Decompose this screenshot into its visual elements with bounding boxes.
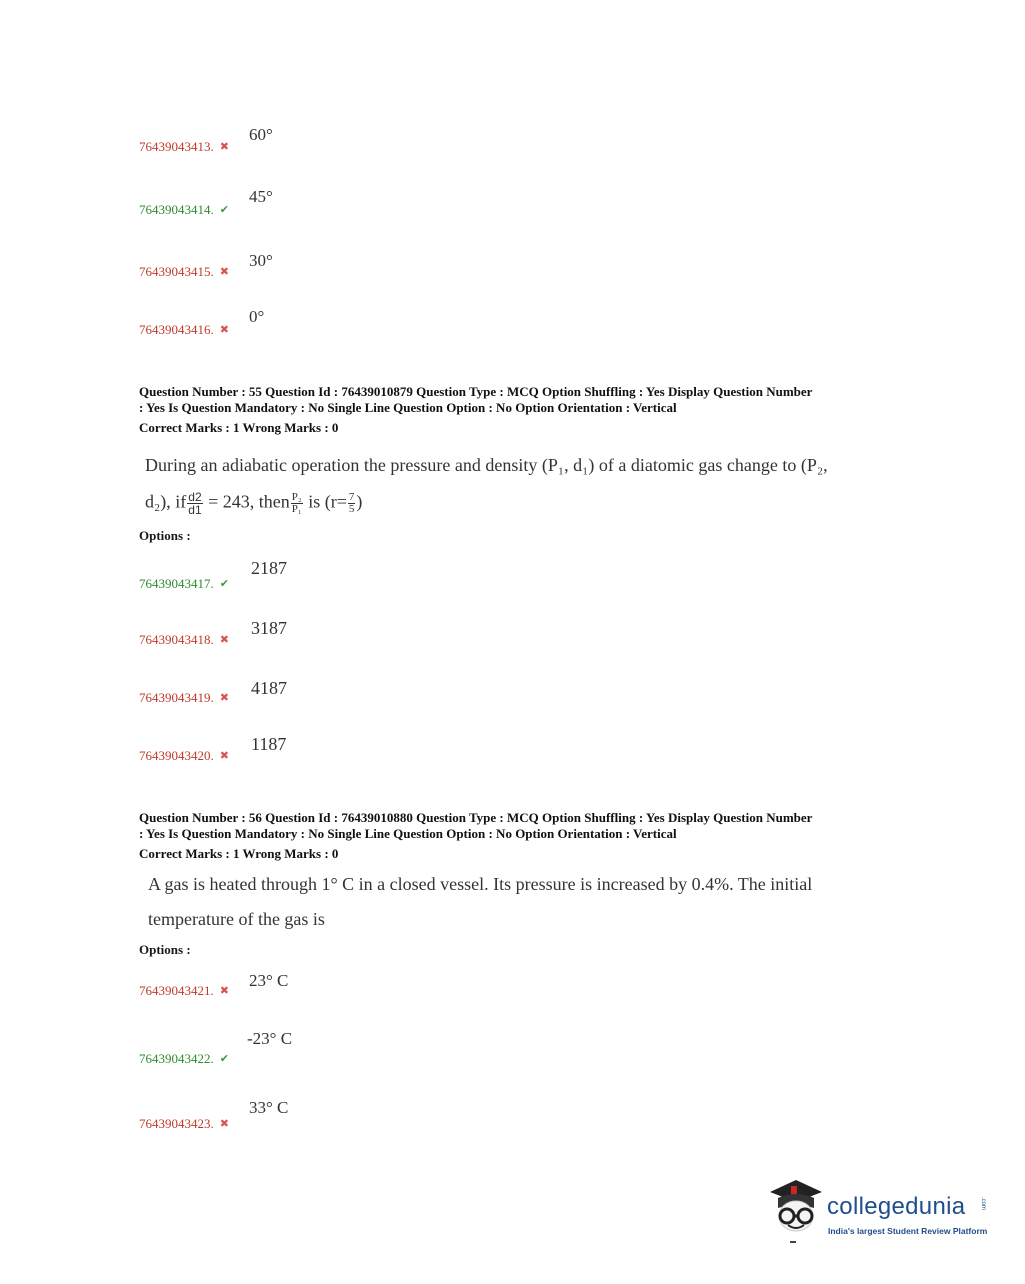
option-value: 45° bbox=[249, 187, 273, 206]
option-value: 30° bbox=[249, 251, 273, 270]
question-meta: Question Number : 56 Question Id : 76439010880 Question Type : MCQ Option Shuffling : Yes Display Question Number : Yes Is Question Mandatory : No Single Line Question Option : No Option Orientation : Vertical bbox=[139, 810, 813, 841]
options-label: Options : bbox=[139, 942, 191, 957]
option-id: 76439043414. ✔ bbox=[139, 202, 229, 217]
option-id: 76439043420. ✖ bbox=[139, 748, 229, 763]
question-marks: Correct Marks : 1 Wrong Marks : 0 bbox=[139, 846, 339, 861]
correct-check-icon: ✔ bbox=[219, 1053, 229, 1065]
question-marks: Correct Marks : 1 Wrong Marks : 0 bbox=[139, 420, 339, 435]
option-value: 3187 bbox=[251, 618, 287, 638]
question-text-line-1: A gas is heated through 1° C in a closed vessel. Its pressure is increased by 0.4%. The initial bbox=[148, 874, 813, 894]
correct-check-icon: ✔ bbox=[219, 578, 229, 590]
option-id: 76439043415. ✖ bbox=[139, 264, 229, 279]
wrong-mark-icon: ✖ bbox=[219, 692, 229, 704]
option-id: 76439043423. ✖ bbox=[139, 1116, 229, 1131]
wrong-mark-icon: ✖ bbox=[219, 985, 229, 997]
logo-domain-suffix: .com bbox=[980, 1197, 986, 1211]
option-value: 60° bbox=[249, 125, 273, 144]
options-label: Options : bbox=[139, 528, 191, 543]
fraction-d2-d1: $\frac{d2}{d1}$ bbox=[188, 490, 202, 517]
option-value: 1187 bbox=[251, 734, 287, 754]
option-id: 76439043416. ✖ bbox=[139, 322, 229, 337]
wrong-mark-icon: ✖ bbox=[219, 1118, 229, 1130]
option-id: 76439043419. ✖ bbox=[139, 690, 229, 705]
option-value: -23° C bbox=[247, 1029, 293, 1048]
option-value: 2187 bbox=[251, 558, 287, 578]
option-id: 76439043418. ✖ bbox=[139, 632, 229, 647]
option-value: 23° C bbox=[249, 971, 289, 990]
collegedunia-logo bbox=[766, 1176, 996, 1246]
option-value: 33° C bbox=[249, 1098, 289, 1117]
wrong-mark-icon: ✖ bbox=[219, 141, 229, 153]
question-text-line-1: During an adiabatic operation the pressure and density (P₁, d₁) of a diatomic gas change to (P₂, bbox=[145, 455, 828, 475]
option-id: 76439043421. ✖ bbox=[139, 983, 229, 998]
wrong-mark-icon: ✖ bbox=[219, 750, 229, 762]
option-value: 0° bbox=[249, 307, 265, 326]
wrong-mark-icon: ✖ bbox=[219, 324, 229, 336]
question-meta: Question Number : 55 Question Id : 76439010879 Question Type : MCQ Option Shuffling : Yes Display Question Number : Yes Is Question Mandatory : No Single Line Question Option : No Option Orientation : Vertical bbox=[139, 384, 813, 415]
option-id: 76439043422. ✔ bbox=[139, 1051, 229, 1066]
wrong-mark-icon: ✖ bbox=[219, 634, 229, 646]
student-mascot-icon bbox=[766, 1176, 824, 1246]
logo-tagline: India's largest Student Review Platform bbox=[828, 1226, 988, 1236]
fraction-gamma: $\frac{7}{5}$ bbox=[348, 491, 355, 515]
correct-check-icon: ✔ bbox=[219, 204, 229, 216]
fraction-p2-p1: $\frac{\text{P₂}}{\text{P₁}}$ bbox=[291, 491, 302, 515]
logo-wordmark: collegedunia bbox=[827, 1193, 966, 1220]
option-id: 76439043413. ✖ bbox=[139, 139, 229, 154]
option-id: 76439043417. ✔ bbox=[139, 576, 229, 591]
question-text-line-2: temperature of the gas is bbox=[148, 909, 325, 929]
wrong-mark-icon: ✖ bbox=[219, 266, 229, 278]
option-value: 4187 bbox=[251, 678, 287, 698]
question-text-line-2: d₂), if $\frac{d2}{d1}$ = 243, then $\frac{\text{P₂}}{\text{P₁}}$ is (r= $\frac{7}{5}$ ) bbox=[145, 490, 363, 517]
